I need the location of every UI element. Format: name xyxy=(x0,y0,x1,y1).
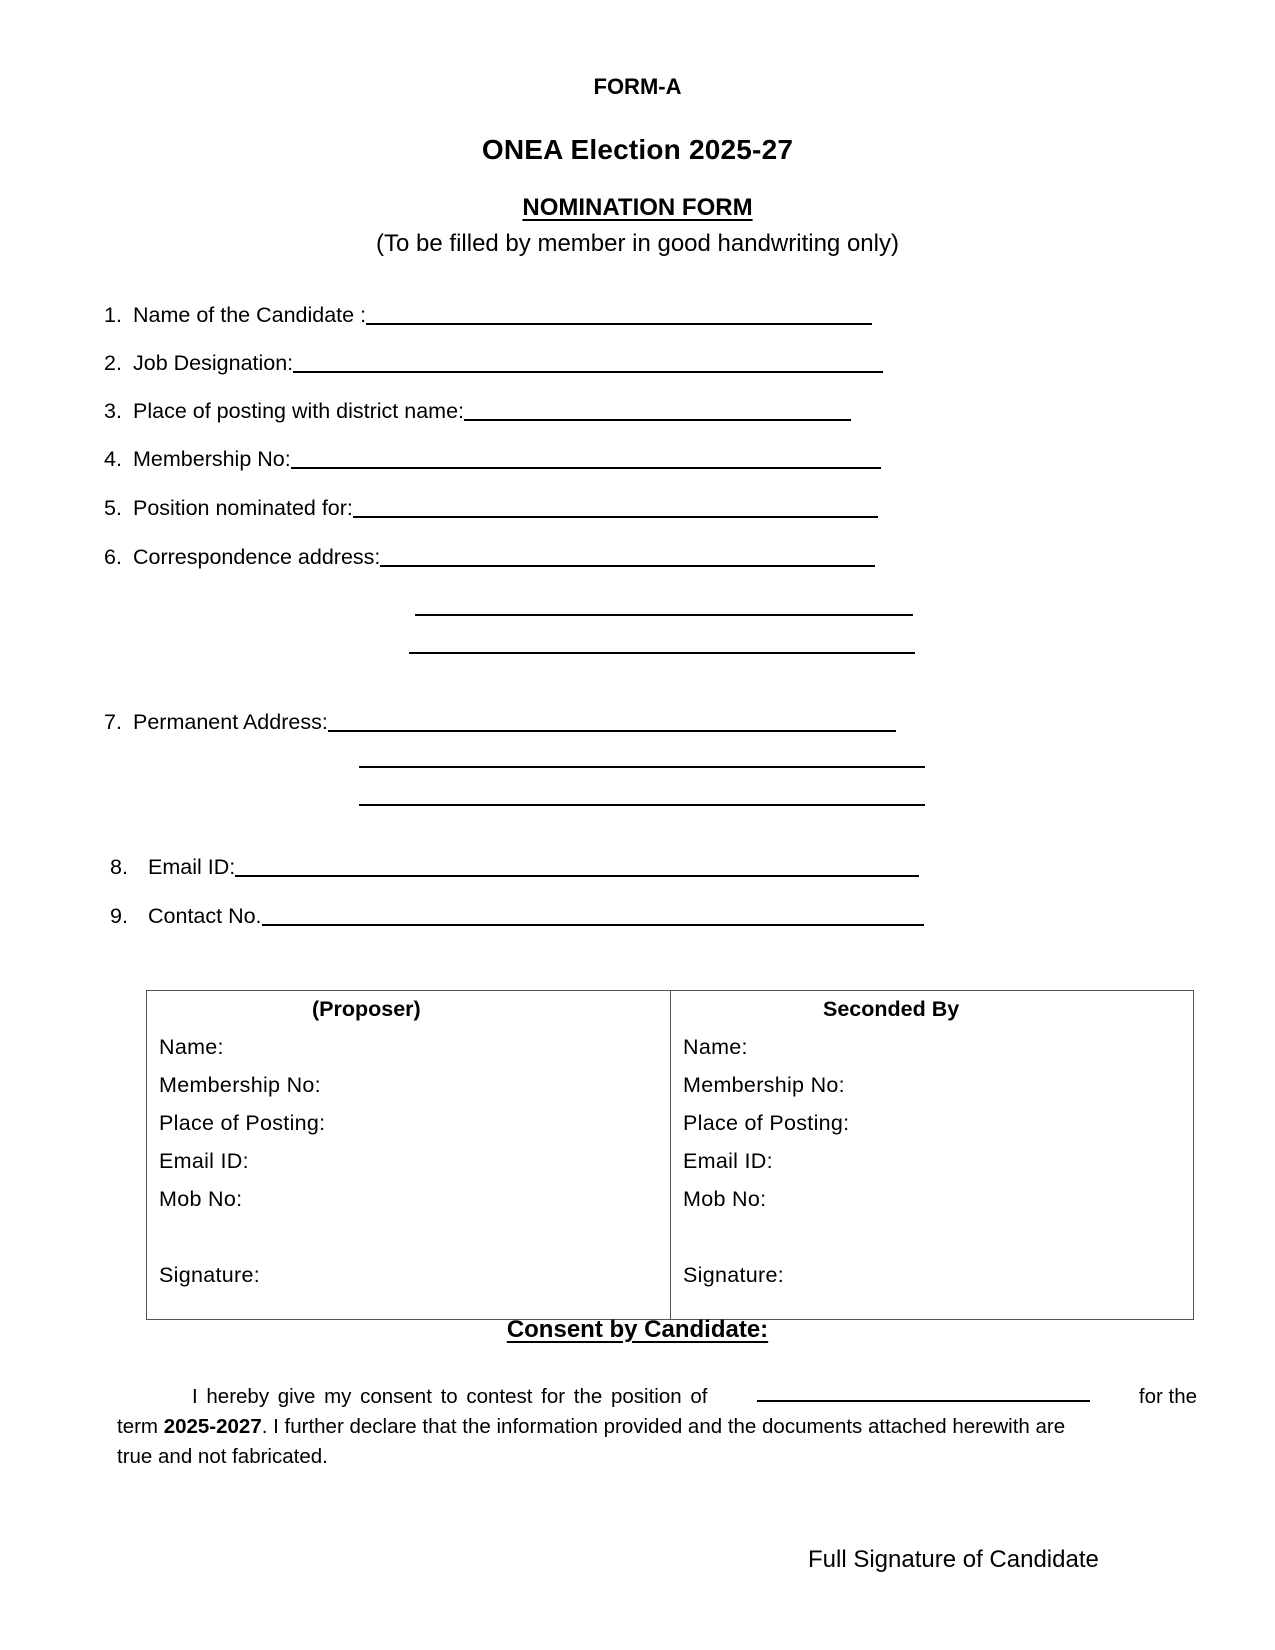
field-label: Name of the Candidate : xyxy=(133,303,367,327)
consent-line-2-rest: . I further declare that the information provided and the documents attached herewith are xyxy=(261,1415,1066,1438)
seconder-heading: Seconded By xyxy=(823,997,960,1021)
email-id-input-line[interactable] xyxy=(235,874,919,877)
correspondence-address-line-2[interactable] xyxy=(415,614,913,616)
consent-position-blank[interactable] xyxy=(757,1382,1090,1402)
seconder-column xyxy=(671,991,1193,1319)
field-place-of-posting xyxy=(104,396,851,424)
consent-heading xyxy=(0,1316,1275,1344)
correspondence-address-line-3[interactable] xyxy=(409,652,915,654)
form-instruction: (To be filled by member in good handwriting only) xyxy=(376,230,899,257)
consent-line-3: true and not fabricated. xyxy=(117,1445,328,1468)
consent-line-1 xyxy=(117,1382,1197,1412)
proposer-heading: (Proposer) xyxy=(312,997,421,1021)
field-candidate-name xyxy=(104,300,872,328)
seconder-name-field[interactable]: Name: xyxy=(683,1035,748,1059)
form-id: FORM-A xyxy=(593,74,682,99)
seconder-signature-field[interactable]: Signature: xyxy=(683,1263,785,1287)
field-number: 6. xyxy=(104,545,122,569)
field-number: 1. xyxy=(104,303,122,327)
proposer-signature-field[interactable]: Signature: xyxy=(159,1263,261,1287)
proposer-name-field[interactable]: Name: xyxy=(159,1035,224,1059)
job-designation-input-line[interactable] xyxy=(293,370,883,373)
page-title: ONEA Election 2025-27 xyxy=(481,134,794,165)
consent-line-1-prefix: I hereby give my consent to contest for the position of xyxy=(192,1385,708,1408)
field-label: Job Designation: xyxy=(133,351,294,375)
proposer-seconder-table xyxy=(146,990,1194,1320)
correspondence-address-input-line[interactable] xyxy=(380,564,875,567)
field-label: Contact No. xyxy=(148,904,262,928)
field-number: 8. xyxy=(110,855,128,879)
candidate-signature-label: Full Signature of Candidate xyxy=(808,1546,1099,1573)
consent-term-prefix: term xyxy=(117,1415,164,1438)
consent-line-1-suffix: for the xyxy=(1138,1385,1197,1408)
contact-no-input-line[interactable] xyxy=(262,923,924,926)
form-name xyxy=(0,194,1275,222)
field-number: 9. xyxy=(110,904,128,928)
consent-term-years: 2025-2027 xyxy=(163,1415,262,1438)
field-label: Permanent Address: xyxy=(133,710,328,734)
membership-no-input-line[interactable] xyxy=(291,466,881,469)
seconder-posting-field[interactable]: Place of Posting: xyxy=(683,1111,850,1135)
field-number: 5. xyxy=(104,496,122,520)
field-correspondence-address xyxy=(104,542,875,570)
field-label: Email ID: xyxy=(148,855,236,879)
field-email-id xyxy=(110,852,919,880)
proposer-email-field[interactable]: Email ID: xyxy=(159,1149,249,1173)
proposer-posting-field[interactable]: Place of Posting: xyxy=(159,1111,326,1135)
field-number: 7. xyxy=(104,710,122,734)
position-nominated-input-line[interactable] xyxy=(353,515,878,518)
field-label: Place of posting with district name: xyxy=(133,399,465,423)
proposer-column xyxy=(147,991,671,1319)
seconder-email-field[interactable]: Email ID: xyxy=(683,1149,773,1173)
field-membership-no xyxy=(104,444,881,472)
proposer-mobile-field[interactable]: Mob No: xyxy=(159,1187,243,1211)
field-label: Position nominated for: xyxy=(133,496,353,520)
place-of-posting-input-line[interactable] xyxy=(464,418,851,421)
field-number: 3. xyxy=(104,399,122,423)
candidate-name-input-line[interactable] xyxy=(366,322,872,325)
consent-line-2 xyxy=(117,1412,1197,1442)
seconder-membership-field[interactable]: Membership No: xyxy=(683,1073,845,1097)
permanent-address-input-line[interactable] xyxy=(328,729,896,732)
field-number: 4. xyxy=(104,447,122,471)
proposer-membership-field[interactable]: Membership No: xyxy=(159,1073,321,1097)
field-contact-no xyxy=(110,901,924,929)
form-name-text: NOMINATION FORM xyxy=(522,194,753,221)
consent-heading-text: Consent by Candidate: xyxy=(506,1316,769,1343)
field-job-designation xyxy=(104,348,883,376)
permanent-address-line-2[interactable] xyxy=(359,766,925,768)
field-position-nominated xyxy=(104,493,878,521)
field-label: Correspondence address: xyxy=(133,545,381,569)
permanent-address-line-3[interactable] xyxy=(359,804,925,806)
field-permanent-address xyxy=(104,707,896,735)
field-label: Membership No: xyxy=(133,447,291,471)
field-number: 2. xyxy=(104,351,122,375)
seconder-mobile-field[interactable]: Mob No: xyxy=(683,1187,767,1211)
